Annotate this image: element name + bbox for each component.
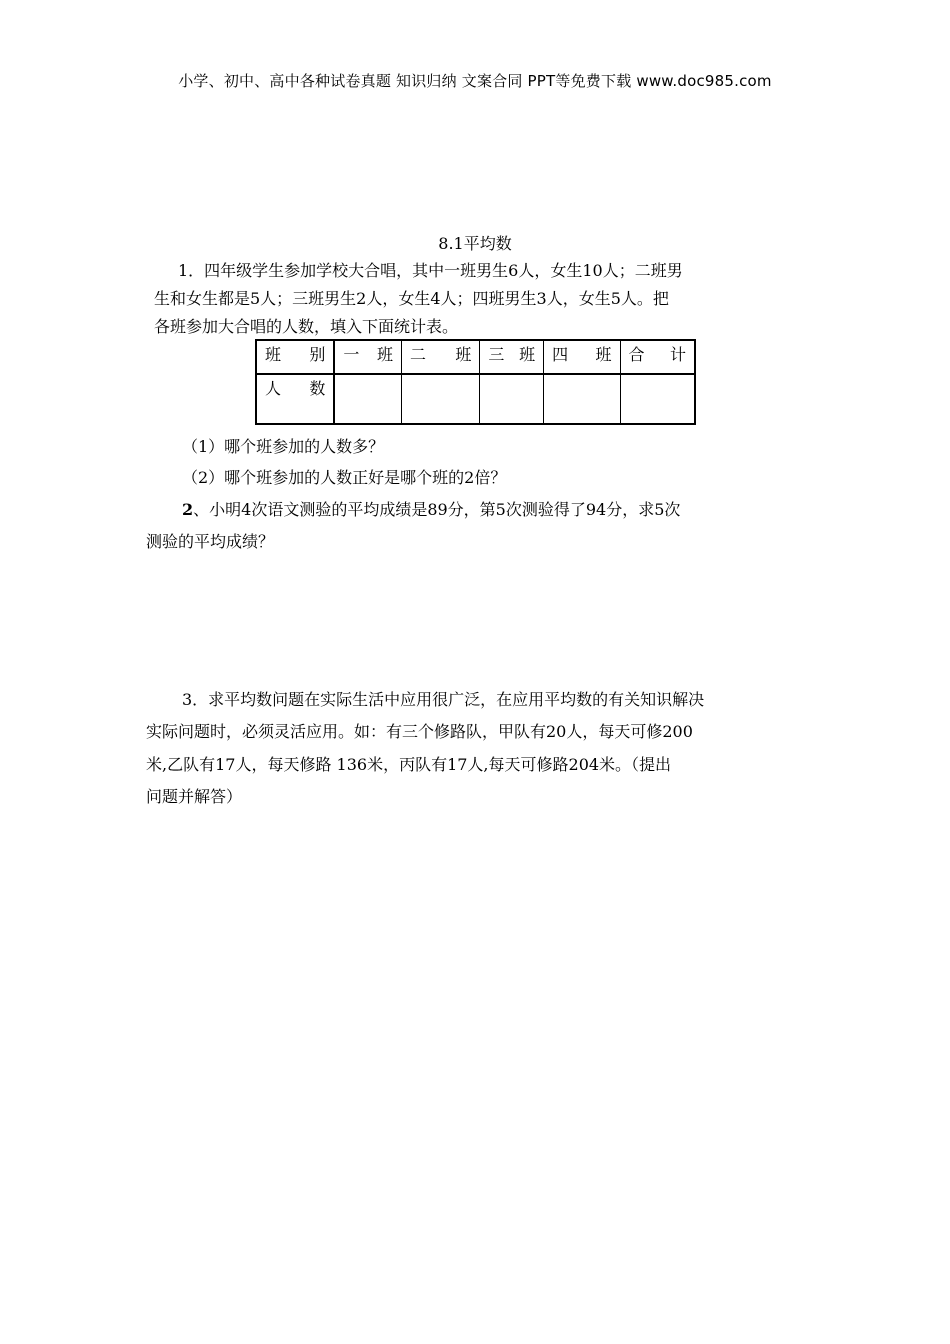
table-cell-count-total — [620, 374, 695, 424]
problem3-line1: 3．求平均数问题在实际生活中应用很广泛，在应用平均数的有关知识解决 — [182, 690, 705, 709]
table-cell-count-label: 人 数 — [256, 374, 334, 424]
table-count-row — [256, 374, 695, 424]
problem1-line3: 各班参加大合唱的人数，填入下面统计表。 — [154, 317, 459, 336]
problem2-line1-text: 、小明4次语文测验的平均成绩是89分，第5次测验得了94分，求5次 — [193, 500, 681, 519]
table-cell-class-label: 班 别 — [256, 340, 334, 374]
table-cell-class-4: 四 班 — [544, 340, 620, 374]
table-cell-class-2: 二 班 — [402, 340, 480, 374]
problem3-line3: 米,乙队有17人，每天修路 136米，丙队有17人,每天可修路204米。（提出 — [146, 755, 672, 774]
problem2-number: 2 — [182, 500, 194, 519]
problem1-question2: （2）哪个班参加的人数正好是哪个班的2倍？ — [182, 468, 507, 487]
problem3-line2: 实际问题时，必须灵活应用。如：有三个修路队，甲队有20人，每天可修200 — [146, 722, 693, 741]
problem3-line4: 问题并解答） — [146, 787, 243, 806]
problem1-question1: （1）哪个班参加的人数多？ — [182, 437, 385, 456]
page-header: 小学、初中、高中各种试卷真题 知识归纳 文案合同 PPT等免费下载 www.doc985.com — [178, 72, 772, 90]
table-cell-count-2 — [402, 374, 480, 424]
table-cell-count-4 — [544, 374, 620, 424]
problem2-line1 — [182, 500, 680, 520]
table-header-row — [256, 340, 695, 374]
table-cell-class-3: 三 班 — [480, 340, 544, 374]
statistics-table — [255, 339, 696, 425]
table-cell-class-1: 一 班 — [334, 340, 401, 374]
table-cell-total: 合 计 — [620, 340, 695, 374]
problem1-line1: 1．四年级学生参加学校大合唱，其中一班男生6人，女生10人；二班男 — [178, 261, 683, 280]
table-cell-count-1 — [334, 374, 401, 424]
problem1-line2: 生和女生都是5人；三班男生2人，女生4人；四班男生3人，女生5人。把 — [154, 289, 669, 308]
page-title: 8.1平均数 — [438, 234, 512, 253]
problem2-line2: 测验的平均成绩？ — [146, 532, 275, 551]
table-cell-count-3 — [480, 374, 544, 424]
